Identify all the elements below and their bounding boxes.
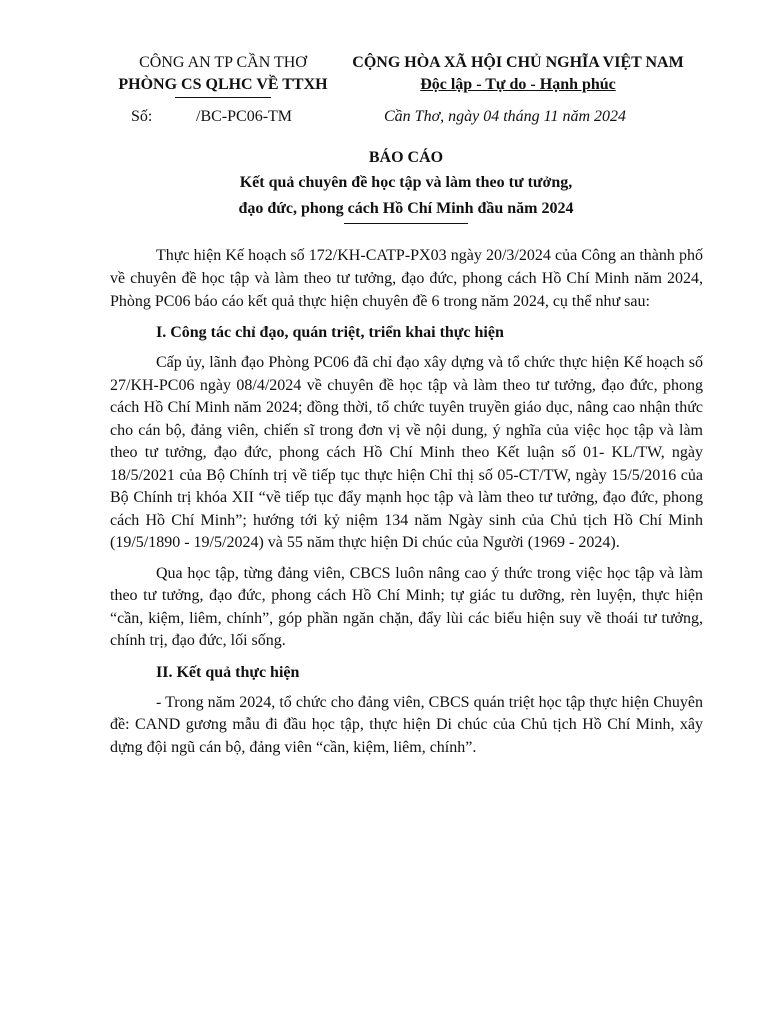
agency-parent: CÔNG AN TP CẦN THƠ bbox=[139, 54, 307, 71]
doc-date: Cần Thơ, ngày 04 tháng 11 năm 2024 bbox=[384, 108, 627, 125]
issuing-agency bbox=[108, 52, 338, 98]
report-body bbox=[110, 244, 703, 767]
motto: Độc lập - Tự do - Hạnh phúc bbox=[420, 76, 616, 93]
section-1-paragraph-1: Cấp ủy, lãnh đạo Phòng PC06 đã chỉ đạo xây dựng và tổ chức thực hiện Kế hoạch số 27/KH-PC06 ngày 08/4/2024 về chuyên đề học tập và làm theo tư tưởng, đạo đức, phong cách Hồ Chí Minh năm 2024; đồng thời, tổ chức tuyên truyền giáo dục, nâng cao nhận thức cho cán bộ, đảng viên, chiến sĩ trong đơn vị về nội dung, ý nghĩa của việc học tập và làm theo tư tưởng, đạo đức, phong cách Hồ Chí Minh theo Kết luận số 01- KL/TW, ngày 18/5/2021 của Bộ Chính trị về tiếp tục thực hiện Chỉ thị số 05-CT/TW, ngày 15/5/2016 của Bộ Chính trị khóa XII “về tiếp tục đẩy mạnh học tập và làm theo tư tưởng, đạo đức, phong cách Hồ Chí Minh”; hướng tới kỷ niệm 134 năm Ngày sinh của Chủ tịch Hồ Chí Minh (19/5/1890 - 19/5/2024) và 55 năm thực hiện Di chúc của Người (1969 - 2024). bbox=[110, 354, 703, 551]
report-subtitle-line2: đạo đức, phong cách Hồ Chí Minh đầu năm 2024 bbox=[238, 200, 574, 217]
section-2-paragraph-1: - Trong năm 2024, tổ chức cho đảng viên, CBCS quán triệt học tập thực hiện Chuyên đề: CAND gương mẫu đi đầu học tập, thực hiện Di chúc của Chủ tịch Hồ Chí Minh, xây dựng đội ngũ cán bộ, đảng viên “cần, kiệm, liêm, chính”. bbox=[110, 693, 703, 756]
agency-name: PHÒNG CS QLHC VỀ TTXH bbox=[118, 76, 328, 93]
national-motto bbox=[338, 52, 698, 96]
intro-paragraph: Thực hiện Kế hoạch số 172/KH-CATP-PX03 ngày 20/3/2024 của Công an thành phố về chuyên đề học tập và làm theo tư tưởng, đạo đức, phong cách Hồ Chí Minh năm 2024, Phòng PC06 báo cáo kết quả thực hiện chuyên đề 6 trong năm 2024, cụ thể như sau: bbox=[110, 247, 703, 310]
report-subtitle-line1: Kết quả chuyên đề học tập và làm theo tư tưởng, bbox=[239, 174, 573, 191]
doc-number-code: /BC-PC06-TM bbox=[196, 108, 293, 125]
section-1-heading: I. Công tác chỉ đạo, quán triệt, triển khai thực hiện bbox=[156, 324, 504, 341]
agency-underline bbox=[175, 97, 271, 98]
section-1-paragraph-2: Qua học tập, từng đảng viên, CBCS luôn nâng cao ý thức trong việc học tập và làm theo tư tưởng, đạo đức, phong cách Hồ Chí Minh; tự giác tu dưỡng, rèn luyện, thực hiện “cần, kiệm, liêm, chính”, góp phần ngăn chặn, đẩy lùi các biểu hiện suy về thoái tư tưởng, chính trị, đạo đức, lối sống. bbox=[110, 564, 703, 649]
section-2-heading: II. Kết quả thực hiện bbox=[156, 663, 300, 681]
doc-number-label: Số: bbox=[131, 108, 153, 125]
country-name: CỘNG HÒA XÃ HỘI CHỦ NGHĨA VIỆT NAM bbox=[352, 54, 684, 71]
report-title-block bbox=[108, 146, 704, 224]
report-title: BÁO CÁO bbox=[368, 149, 444, 166]
title-underline bbox=[344, 223, 468, 224]
